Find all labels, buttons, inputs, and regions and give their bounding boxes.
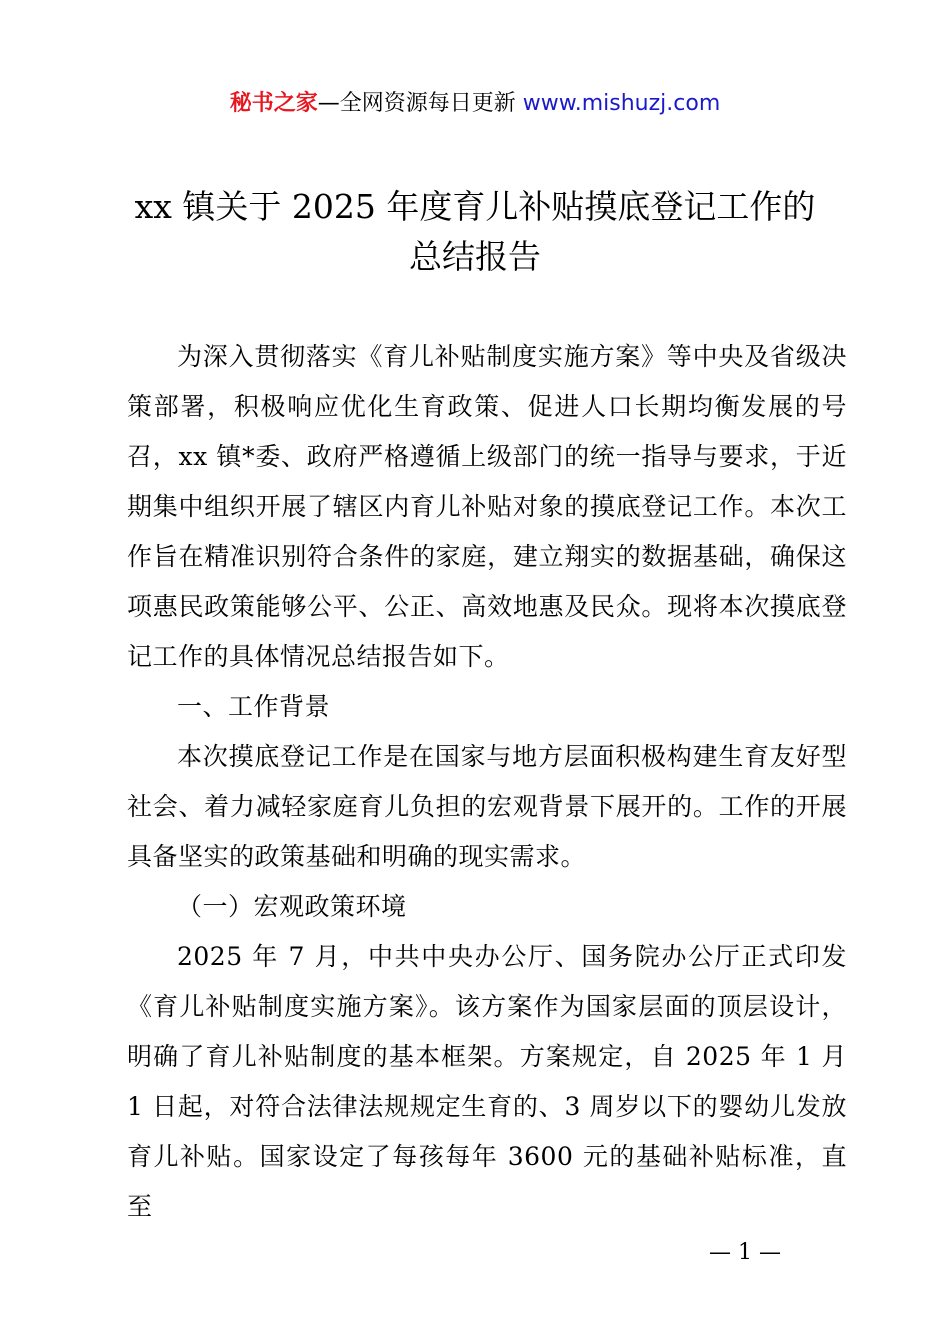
- header-tagline: —全网资源每日更新: [317, 91, 523, 116]
- document-body: [127, 332, 847, 1232]
- brand-name: 秘书之家: [229, 91, 318, 116]
- document-title: [0, 182, 950, 282]
- section-heading-1: 一、工作背景: [177, 692, 331, 721]
- site-url-link[interactable]: www.mishuzj.com: [522, 91, 721, 116]
- title-line-2: 总结报告: [409, 237, 541, 276]
- subsection-heading-1: （一）宏观政策环境: [177, 892, 407, 921]
- intro-paragraph: 为深入贯彻落实《育儿补贴制度实施方案》等中央及省级决策部署，积极响应优化生育政策、促进人口长期均衡发展的号召，xx 镇*委、政府严格遵循上级部门的统一指导与要求，于近期集中组织开展了辖区内育儿补贴对象的摸底登记工作。本次工作旨在精准识别符合条件的家庭，建立翔实的数据基础，确保这项惠民政策能够公平、公正、高效地惠及民众。现将本次摸底登记工作的具体情况总结报告如下。: [127, 342, 847, 671]
- policy-paragraph: 2025 年 7 月，中共中央办公厅、国务院办公厅正式印发《育儿补贴制度实施方案》。该方案作为国家层面的顶层设计，明确了育儿补贴制度的基本框架。方案规定，自 2025 年 1 月 1 日起，对符合法律法规规定生育的、3 周岁以下的婴幼儿发放育儿补贴。国家设定了每孩每年 3600 元的基础补贴标准，直至: [127, 942, 847, 1221]
- title-line-1: xx 镇关于 2025 年度育儿补贴摸底登记工作的: [134, 187, 816, 226]
- site-header: [0, 88, 950, 120]
- page-number: — 1 —: [709, 1240, 781, 1265]
- background-paragraph: 本次摸底登记工作是在国家与地方层面积极构建生育友好型社会、着力减轻家庭育儿负担的宏观背景下展开的。工作的开展具备坚实的政策基础和明确的现实需求。: [127, 742, 847, 871]
